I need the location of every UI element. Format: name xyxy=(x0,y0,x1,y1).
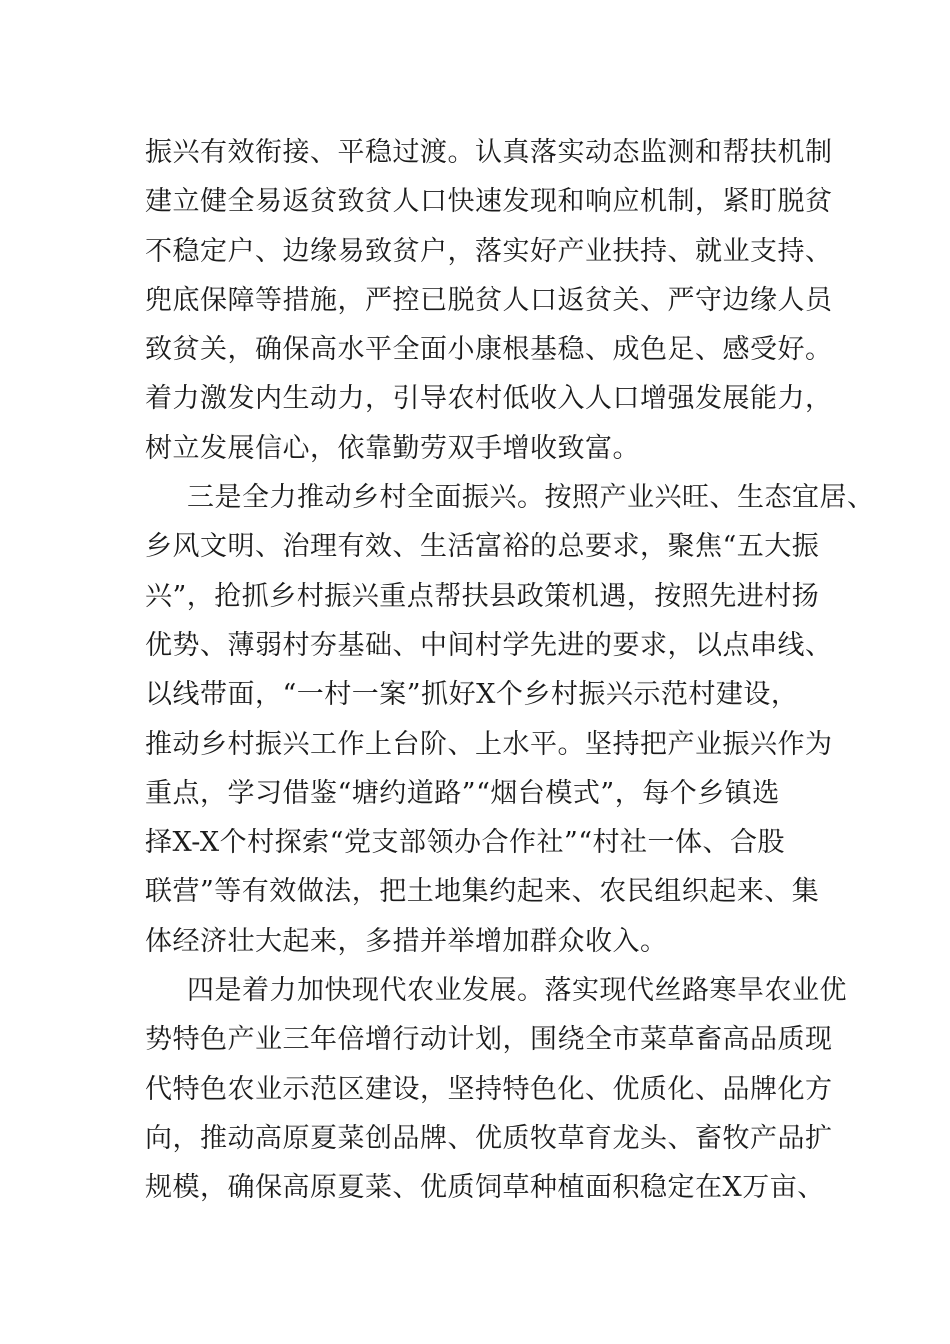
text-line: 兴”，抢抓乡村振兴重点帮扶县政策机遇，按照先进村扬 xyxy=(145,580,820,612)
text-line: 兜底保障等措施，严控已脱贫人口返贫关、严守边缘人员 xyxy=(145,284,833,316)
text-line: 重点，学习借鉴“塘约道路”“烟台模式”，每个乡镇选 xyxy=(145,777,780,809)
text-line: 推动乡村振兴工作上台阶、上水平。坚持把产业振兴作为 xyxy=(145,728,833,760)
paragraph-start-line: 三是全力推动乡村全面振兴。按照产业兴旺、生态宜居、 xyxy=(187,482,875,514)
document-body xyxy=(145,128,875,1213)
text-line: 择X-X个村探索“党支部领办合作社”“村社一体、合股 xyxy=(145,827,786,859)
text-line: 体经济壮大起来，多措并举增加群众收入。 xyxy=(145,925,668,957)
text-line: 不稳定户、边缘易致贫户，落实好产业扶持、就业支持、 xyxy=(145,235,833,267)
text-line: 树立发展信心，依靠勤劳双手增收致富。 xyxy=(145,432,640,464)
text-line: 振兴有效衔接、平稳过渡。认真落实动态监测和帮扶机制 xyxy=(145,137,833,168)
text-line: 规模，确保高原夏菜、优质饲草种植面积稳定在X万亩、 xyxy=(145,1172,825,1204)
text-line: 致贫关，确保高水平全面小康根基稳、成色足、感受好。 xyxy=(145,334,833,366)
text-line: 着力激发内生动力，引导农村低收入人口增强发展能力， xyxy=(145,383,833,415)
paragraph-start-line: 四是着力加快现代农业发展。落实现代丝路寒旱农业优 xyxy=(187,975,847,1007)
text-line: 代特色农业示范区建设，坚持特色化、优质化、品牌化方 xyxy=(145,1073,833,1105)
text-line: 以线带面，“一村一案”抓好X个乡村振兴示范村建设， xyxy=(145,679,799,711)
text-line: 乡风文明、治理有效、生活富裕的总要求，聚焦“五大振 xyxy=(145,531,820,563)
text-line: 联营”等有效做法，把土地集约起来、农民组织起来、集 xyxy=(145,876,820,908)
text-line: 向，推动高原夏菜创品牌、优质牧草育龙头、畜牧产品扩 xyxy=(145,1122,833,1154)
text-line: 建立健全易返贫致贫人口快速发现和响应机制，紧盯脱贫 xyxy=(145,186,833,218)
text-line: 势特色产业三年倍增行动计划，围绕全市菜草畜高品质现 xyxy=(145,1024,833,1056)
text-line: 优势、薄弱村夯基础、中间村学先进的要求，以点串线、 xyxy=(145,629,833,661)
